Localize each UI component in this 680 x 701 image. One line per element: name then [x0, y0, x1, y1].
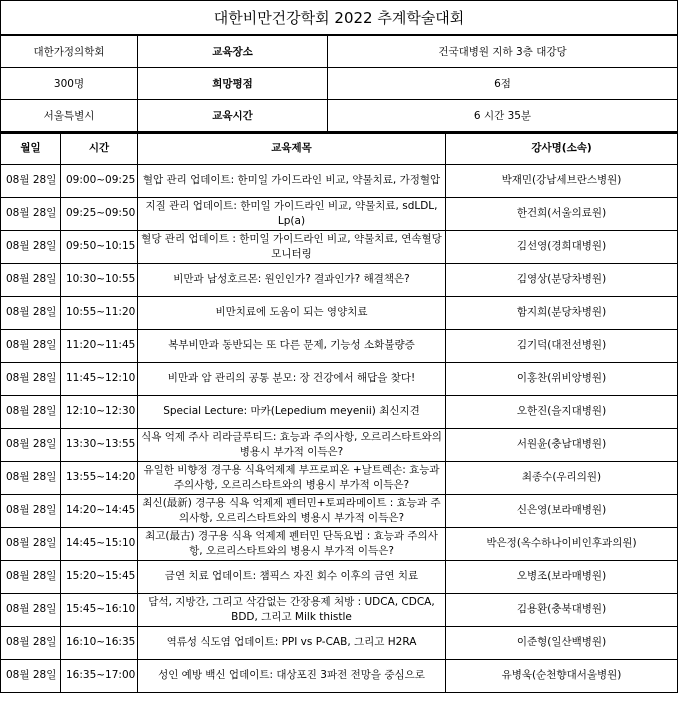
header-subject: 교육제목: [138, 133, 446, 165]
session-lecturer: 최종수(우리의원): [446, 461, 678, 494]
session-row: [1, 560, 678, 593]
region-value: 서울특별시: [1, 99, 138, 131]
session-lecturer: 김영상(분당차병원): [446, 263, 678, 296]
session-time: 11:20~11:45: [61, 329, 138, 362]
hours-label: 교육시간: [138, 99, 328, 131]
session-lecturer: 박재민(강남세브란스병원): [446, 164, 678, 197]
header-lecturer: 강사명(소속): [446, 133, 678, 165]
session-date: 08월 28일: [1, 395, 61, 428]
session-date: 08월 28일: [1, 593, 61, 626]
points-value: 6점: [328, 67, 678, 99]
session-subject: 혈당 관리 업데이트 : 한미일 가이드라인 비교, 약물치료, 연속혈당모니터링: [138, 230, 446, 263]
session-date: 08월 28일: [1, 428, 61, 461]
session-date: 08월 28일: [1, 560, 61, 593]
session-date: 08월 28일: [1, 263, 61, 296]
session-row: [1, 659, 678, 692]
header-time: 시간: [61, 133, 138, 165]
session-subject: 식욕 억제 주사 리라글루티드: 효능과 주의사항, 오르리스타트와의 병용시 부가적 이득은?: [138, 428, 446, 461]
session-subject: 성인 예방 백신 업데이트: 대상포진 3파전 전망을 중심으로: [138, 659, 446, 692]
session-time: 09:50~10:15: [61, 230, 138, 263]
session-row: [1, 197, 678, 230]
session-subject: 역류성 식도염 업데이트: PPI vs P-CAB, 그리고 H2RA: [138, 626, 446, 659]
schedule-table: [0, 132, 678, 693]
session-subject: 금연 치료 업데이트: 챔픽스 자진 회수 이후의 금연 치료: [138, 560, 446, 593]
session-date: 08월 28일: [1, 230, 61, 263]
session-date: 08월 28일: [1, 362, 61, 395]
session-time: 16:10~16:35: [61, 626, 138, 659]
session-date: 08월 28일: [1, 197, 61, 230]
session-time: 09:25~09:50: [61, 197, 138, 230]
capacity-value: 300명: [1, 67, 138, 99]
location-label: 교육장소: [138, 35, 328, 67]
session-row: [1, 362, 678, 395]
header-date: 월일: [1, 133, 61, 165]
session-lecturer: 서원윤(충남대병원): [446, 428, 678, 461]
session-row: [1, 296, 678, 329]
session-lecturer: 유병욱(순천향대서울병원): [446, 659, 678, 692]
session-lecturer: 한건희(서울의료원): [446, 197, 678, 230]
session-subject: Special Lecture: 마카(Lepedium meyenii) 최신지견: [138, 395, 446, 428]
session-time: 13:55~14:20: [61, 461, 138, 494]
session-lecturer: 이홍찬(위비앙병원): [446, 362, 678, 395]
session-subject: 최고(最古) 경구용 식욕 억제제 펜터민 단독요법 : 효능과 주의사항, 오르리스타트와의 병용시 부가적 이득은?: [138, 527, 446, 560]
session-row: [1, 461, 678, 494]
session-date: 08월 28일: [1, 659, 61, 692]
session-subject: 비만과 남성호르몬: 원인인가? 결과인가? 해결책은?: [138, 263, 446, 296]
session-lecturer: 김선영(경희대병원): [446, 230, 678, 263]
session-date: 08월 28일: [1, 461, 61, 494]
session-row: [1, 494, 678, 527]
session-lecturer: 신은영(보라매병원): [446, 494, 678, 527]
session-lecturer: 김기덕(대전선병원): [446, 329, 678, 362]
organizer-value: 대한가정의학회: [1, 35, 138, 67]
session-time: 15:20~15:45: [61, 560, 138, 593]
session-subject: 혈압 관리 업데이트: 한미일 가이드라인 비교, 약물치료, 가정혈압: [138, 164, 446, 197]
session-time: 14:45~15:10: [61, 527, 138, 560]
event-info-table: [0, 0, 678, 132]
session-lecturer: 오병조(보라매병원): [446, 560, 678, 593]
session-lecturer: 김용환(충북대병원): [446, 593, 678, 626]
session-date: 08월 28일: [1, 626, 61, 659]
session-time: 12:10~12:30: [61, 395, 138, 428]
session-subject: 지질 관리 업데이트: 한미일 가이드라인 비교, 약물치료, sdLDL, Lp(a): [138, 197, 446, 230]
session-time: 13:30~13:55: [61, 428, 138, 461]
session-row: [1, 230, 678, 263]
session-time: 10:30~10:55: [61, 263, 138, 296]
session-subject: 담석, 지방간, 그리고 삭감없는 간장용제 처방 : UDCA, CDCA, BDD, 그리고 Milk thistle: [138, 593, 446, 626]
session-lecturer: 이준형(일산백병원): [446, 626, 678, 659]
session-subject: 최신(最新) 경구용 식욕 억제제 펜터민+토피라메이트 : 효능과 주의사항, 오르리스타트와의 병용시 부가적 이득은?: [138, 494, 446, 527]
session-lecturer: 오한진(을지대병원): [446, 395, 678, 428]
session-time: 09:00~09:25: [61, 164, 138, 197]
session-subject: 비만치료에 도움이 되는 영양치료: [138, 296, 446, 329]
session-subject: 유일한 비향정 경구용 식욕억제제 부프로피온 +날트렉손: 효능과 주의사항, 오르리스타트와의 병용시 부가적 이득은?: [138, 461, 446, 494]
session-lecturer: 박은정(옥수하나이비인후과의원): [446, 527, 678, 560]
session-row: [1, 428, 678, 461]
session-row: [1, 527, 678, 560]
schedule-body: [1, 164, 678, 692]
session-lecturer: 함지희(분당차병원): [446, 296, 678, 329]
session-time: 14:20~14:45: [61, 494, 138, 527]
session-row: [1, 329, 678, 362]
points-label: 희망평점: [138, 67, 328, 99]
session-date: 08월 28일: [1, 494, 61, 527]
session-subject: 비만과 암 관리의 공통 분모: 장 건강에서 해답을 찾다!: [138, 362, 446, 395]
session-date: 08월 28일: [1, 329, 61, 362]
session-row: [1, 626, 678, 659]
session-row: [1, 263, 678, 296]
session-row: [1, 395, 678, 428]
hours-value: 6 시간 35분: [328, 99, 678, 131]
session-time: 15:45~16:10: [61, 593, 138, 626]
session-date: 08월 28일: [1, 296, 61, 329]
document-title: 대한비만건강학회 2022 추계학술대회: [1, 1, 678, 36]
session-subject: 복부비만과 동반되는 또 다른 문제, 기능성 소화불량증: [138, 329, 446, 362]
session-date: 08월 28일: [1, 164, 61, 197]
session-row: [1, 164, 678, 197]
session-time: 11:45~12:10: [61, 362, 138, 395]
session-time: 10:55~11:20: [61, 296, 138, 329]
session-date: 08월 28일: [1, 527, 61, 560]
session-time: 16:35~17:00: [61, 659, 138, 692]
location-value: 건국대병원 지하 3층 대강당: [328, 35, 678, 67]
session-row: [1, 593, 678, 626]
